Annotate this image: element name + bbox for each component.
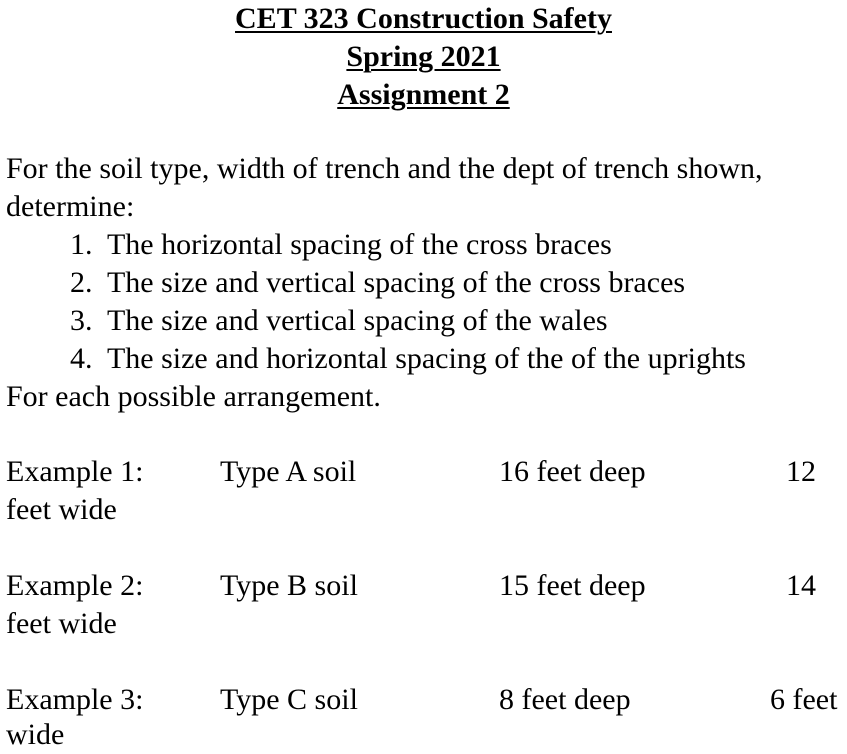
list-item-text: The size and vertical spacing of the wales	[106, 304, 608, 337]
list-item-text: The size and horizontal spacing of the of the uprights	[106, 342, 746, 375]
example-soil: Type A soil	[220, 455, 357, 488]
example-label: Example 1:	[6, 455, 144, 488]
list-item-number: 3.	[70, 304, 100, 337]
term-title: Spring 2021	[346, 40, 501, 73]
course-title: CET 323 Construction Safety	[235, 2, 612, 35]
example-label: Example 2:	[6, 569, 144, 602]
example-width-cont: wide	[6, 718, 65, 751]
example-width: 14	[786, 569, 816, 602]
list-item	[70, 226, 612, 264]
example-depth: 16 feet deep	[499, 455, 646, 488]
example-soil: Type C soil	[220, 683, 358, 716]
example-width-cont: feet wide	[6, 607, 117, 640]
intro-line-1: For the soil type, width of trench and the dept of trench shown,	[6, 152, 763, 185]
list-item-text: The size and vertical spacing of the cross braces	[106, 266, 686, 299]
assignment-title: Assignment 2	[337, 78, 510, 111]
example-width: 12	[786, 455, 816, 488]
list-item-number: 4.	[70, 342, 100, 375]
list-item-number: 1.	[70, 228, 100, 261]
list-item	[70, 302, 608, 340]
example-label: Example 3:	[6, 683, 144, 716]
example-width-cont: feet wide	[6, 493, 117, 526]
list-item-number: 2.	[70, 266, 100, 299]
example-soil: Type B soil	[220, 569, 358, 602]
list-item-text: The horizontal spacing of the cross braces	[106, 228, 612, 261]
intro-line-2: determine:	[6, 190, 135, 223]
list-item	[70, 264, 685, 302]
example-depth: 8 feet deep	[499, 683, 631, 716]
example-width: 6 feet	[770, 683, 838, 716]
list-item	[70, 340, 746, 378]
example-depth: 15 feet deep	[499, 569, 646, 602]
closing-line: For each possible arrangement.	[6, 380, 381, 413]
